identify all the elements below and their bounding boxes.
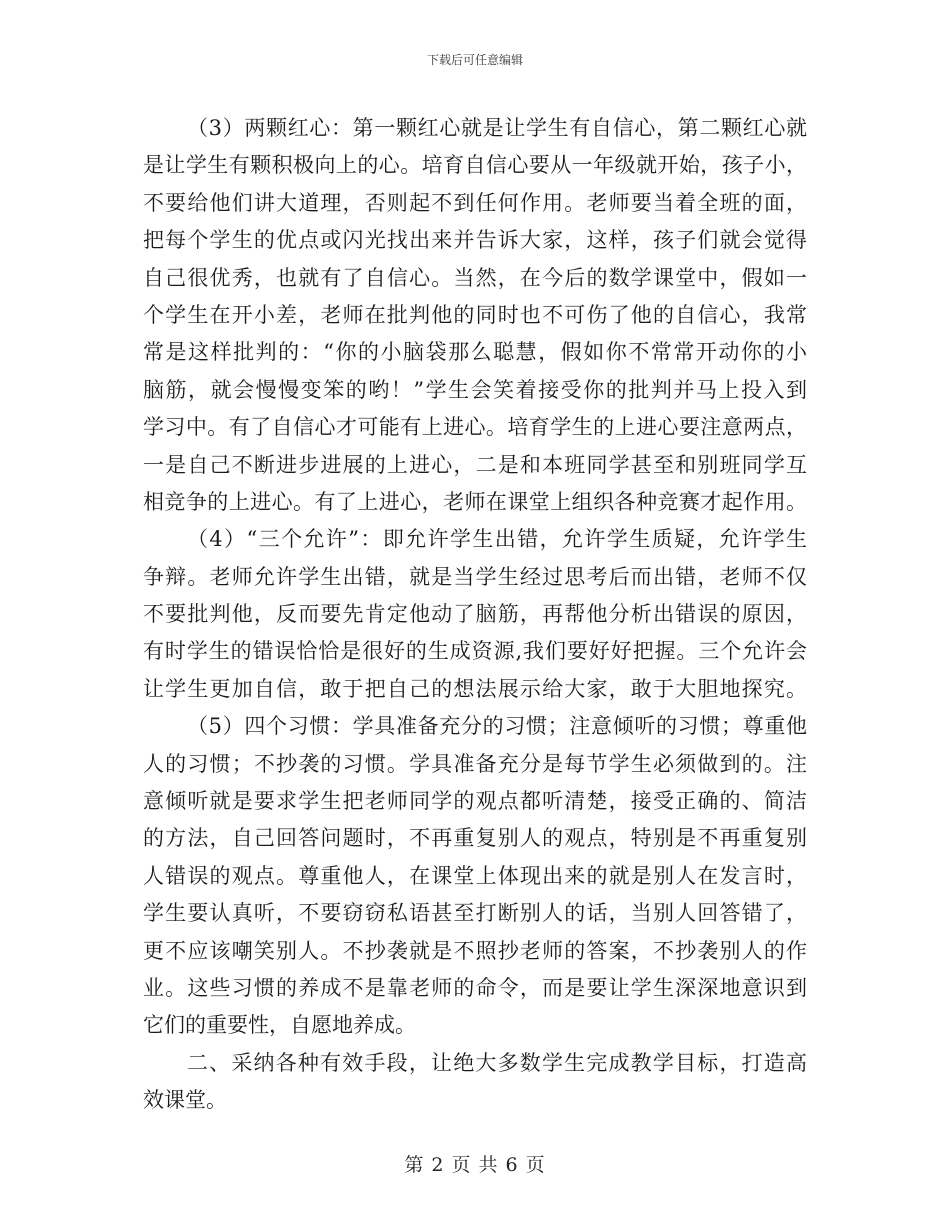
paragraph-3-line-4: 的方法，自己回答问题时，不再重复别人的观点，特别是不再重复别 <box>143 826 807 851</box>
paragraph-2-line-3: 不要批判他，反而要先肯定他动了脑筋，再帮他分析出错误的原因， <box>143 602 807 627</box>
paragraph-3-line-8: 业。这些习惯的养成不是靠老师的命令，而是要让学生深深地意识到 <box>143 975 807 1000</box>
page-header: 下载后可任意编辑 <box>426 53 523 67</box>
paragraph-1-line-4: 把每个学生的优点或闪光找出来并告诉大家，这样，孩子们就会觉得 <box>143 228 807 253</box>
paragraph-1-line-11: 相竞争的上进心。有了上进心，老师在课堂上组织各种竞赛才起作用。 <box>143 489 807 514</box>
paragraph-4-line-2: 效课堂。 <box>143 1088 227 1113</box>
paragraph-1-line-9: 学习中。有了自信心才可能有上进心。培育学生的上进心要注意两点， <box>143 415 807 440</box>
page-number: 第 2 页 共 6 页 <box>404 1154 546 1176</box>
paragraph-2-line-1: （4）“三个允许”：即允许学生出错，允许学生质疑，允许学生 <box>187 527 807 552</box>
paragraph-3-line-9: 它们的重要性，自愿地养成。 <box>143 1013 416 1038</box>
paragraph-1-line-3: 不要给他们讲大道理，否则起不到任何作用。老师要当着全班的面， <box>143 190 807 215</box>
paragraph-1-line-6: 个学生在开小差，老师在批判他的同时也不可伤了他的自信心，我常 <box>143 302 807 327</box>
paragraph-2-line-5: 让学生更加自信，敢于把自己的想法展示给大家，敢于大胆地探究。 <box>143 676 807 701</box>
paragraph-3-line-2: 人的习惯；不抄袭的习惯。学具准备充分是每节学生必须做到的。注 <box>143 751 807 776</box>
paragraph-1-line-5: 自己很优秀，也就有了自信心。当然，在今后的数学课堂中，假如一 <box>143 265 807 290</box>
paragraph-3-line-7: 更不应该嘲笑别人。不抄袭就是不照抄老师的答案，不抄袭别人的作 <box>143 938 807 963</box>
paragraph-2-line-2: 争辩。老师允许学生出错，就是当学生经过思考后而出错，老师不仅 <box>143 564 807 589</box>
paragraph-1-line-1: （3）两颗红心：第一颗红心就是让学生有自信心，第二颗红心就 <box>187 116 807 140</box>
paragraph-1-line-7: 常是这样批判的：“你的小脑袋那么聪慧，假如你不常常开动你的小 <box>143 340 807 365</box>
paragraph-3-line-6: 学生要认真听，不要窃窃私语甚至打断别人的话，当别人回答错了， <box>143 901 807 926</box>
paragraph-1-line-10: 一是自己不断进步进展的上进心，二是和本班同学甚至和别班同学互 <box>143 452 807 477</box>
paragraph-3-line-5: 人错误的观点。尊重他人，在课堂上体现出来的就是别人在发言时， <box>143 863 807 888</box>
paragraph-3-line-3: 意倾听就是要求学生把老师同学的观点都听清楚，接受正确的、简洁 <box>143 789 807 814</box>
document-body <box>143 112 807 1122</box>
paragraph-3-line-1: （5）四个习惯：学具准备充分的习惯；注意倾听的习惯；尊重他 <box>187 714 807 739</box>
paragraph-1-line-8: 脑筋，就会慢慢变笨的哟！”学生会笑着接受你的批判并马上投入到 <box>143 377 807 402</box>
paragraph-4-line-1: 二、采纳各种有效手段，让绝大多数学生完成教学目标，打造高 <box>187 1050 807 1075</box>
paragraph-2-line-4: 有时学生的错误恰恰是很好的生成资源,我们要好好把握。三个允许会 <box>143 639 807 664</box>
paragraph-1-line-2: 是让学生有颗积极向上的心。培育自信心要从一年级就开始，孩子小， <box>143 153 807 178</box>
